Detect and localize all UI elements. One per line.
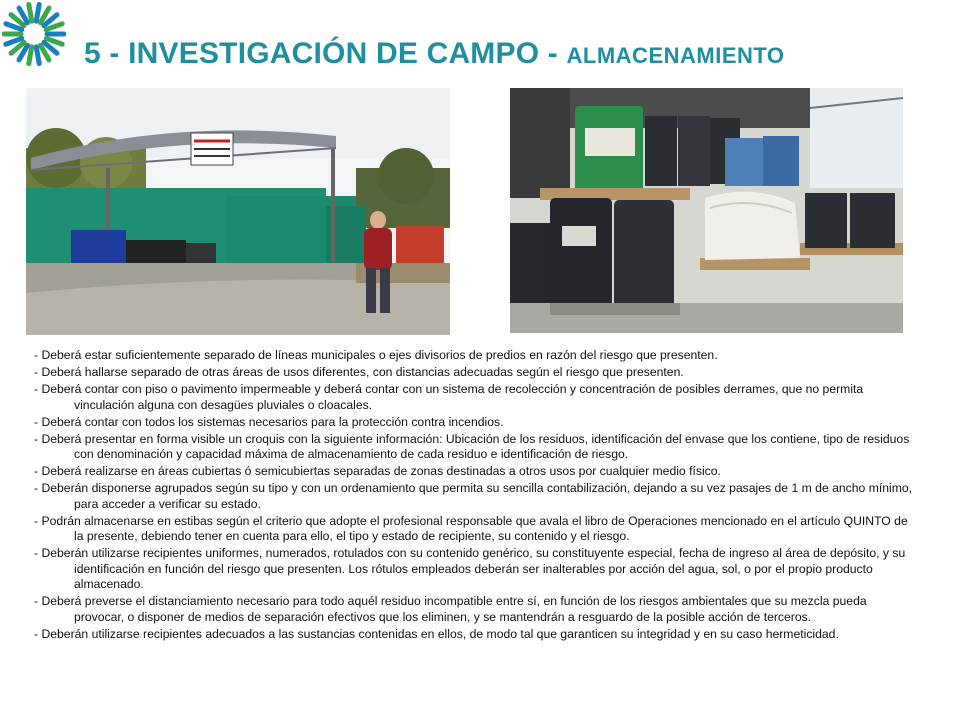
page-title-main: 5 - INVESTIGACIÓN DE CAMPO - xyxy=(84,37,567,70)
page-title xyxy=(84,34,785,71)
requirement-item: - Deberá presentar en forma visible un croquis con la siguiente información: Ubicación de los residuos, identificación del envase que los contiene, tipo de residuos con denominación y capacidad máxima de almacenamiento de cada residuo e identificación de riesgo. xyxy=(34,431,910,461)
requirement-item: - Deberán disponerse agrupados según su tipo y con un ordenamiento que permita su sencilla contabilización, dejando a su vez pasajes de 1 m de ancho mínimo, para acceder a verificar su estado. xyxy=(34,481,913,511)
requirement-item: - Podrán almacenarse en estibas según el criterio que adopte el profesional responsable que avala el libro de Operaciones mencionado en el artículo QUINTO de la presente, debiendo tener en cuenta para ello, el tipo y estado de recipiente, su contenido y el riesgo. xyxy=(34,513,908,543)
logo-ray xyxy=(29,4,32,21)
waste-storage-shed-photo xyxy=(26,88,450,335)
sunburst-logo-icon xyxy=(2,2,66,66)
requirement-item: - Deberá contar con todos los sistemas necesarios para la protección contra incendios. xyxy=(34,414,504,429)
page-title-sub: ALMACENAMIENTO xyxy=(566,43,785,68)
logo-ray xyxy=(29,47,32,64)
requirement-item: - Deberá realizarse en áreas cubiertas ó semicubiertas separadas de zonas destinadas a otros usos por cualquier medio físico. xyxy=(34,464,721,478)
requirement-item: - Deberá estar suficientemente separado de líneas municipales o ejes divisorios de predios en razón del riesgo que presenten. xyxy=(34,348,718,362)
requirement-item: - Deberá contar con piso o pavimento impermeable y deberá contar con un sistema de recolección y concentración de posibles derrames, que no permita vinculación alguna con desagües pluviales o cloacales. xyxy=(34,382,864,412)
storage-drums-photo xyxy=(510,88,903,333)
logo-ray xyxy=(36,4,39,21)
requirement-item: - Deberán utilizarse recipientes adecuados a las sustancias contenidas en ellos, de modo tal que garanticen su integridad y en su caso hermeticidad. xyxy=(34,626,839,641)
organization-logo xyxy=(2,2,66,66)
requirements-list xyxy=(30,348,920,644)
requirement-item: - Deberá preverse el distanciamiento necesario para todo aquél residuo incompatible entre sí, en función de los riesgos ambientales que su mezcla pueda provocar, o disponer de medios de separación efectivos que los eliminen, y se mantendrán a resguardo de la posible acción de terceros. xyxy=(34,594,867,624)
logo-ray xyxy=(36,47,39,64)
requirement-item: - Deberán utilizarse recipientes uniformes, numerados, rotulados con su contenido genérico, su constituyente especial, fecha de ingreso al área de depósito, y su identificación en función del riesgo que presenten. Los rótulos empleados deberán ser inalterables por acción del agua, sol, o por el propio producto almacenado. xyxy=(34,546,906,591)
requirement-item: - Deberá hallarse separado de otras áreas de usos diferentes, con distancias adecuadas según el riesgo que presenten. xyxy=(34,365,684,379)
